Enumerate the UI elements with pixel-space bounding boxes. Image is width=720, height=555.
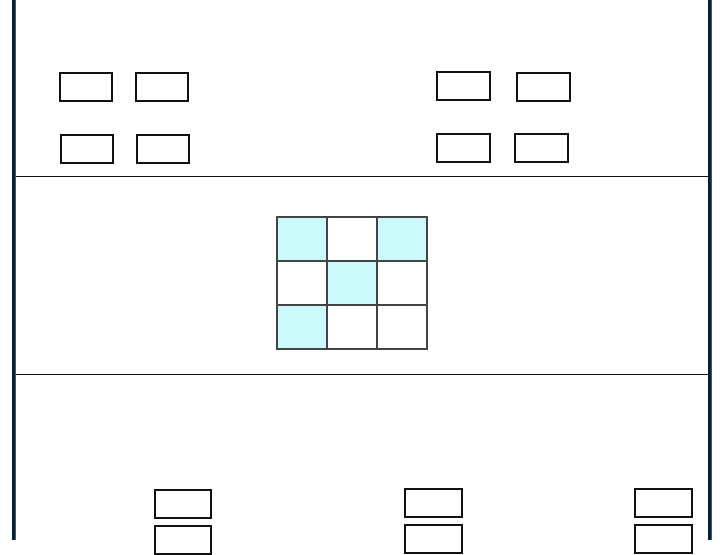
page-border-left (12, 0, 16, 540)
section-divider (16, 374, 708, 375)
item-b-box-2[interactable] (136, 134, 190, 164)
magic-cell-r1c2[interactable] (327, 217, 377, 261)
magic-cell-r3c3[interactable] (377, 305, 427, 349)
magic-cell-r1c3 (377, 217, 427, 261)
magic-cell-r3c2[interactable] (327, 305, 377, 349)
magic-cell-r2c2 (327, 261, 377, 305)
item-a-box-2[interactable] (135, 72, 189, 102)
calc-g-answer-box[interactable] (634, 488, 693, 518)
item-d-box-1[interactable] (436, 133, 491, 163)
item-b-box-1[interactable] (60, 134, 114, 164)
calc-b-answer-box[interactable] (154, 525, 212, 555)
magic-cell-r2c1[interactable] (277, 261, 327, 305)
calc-h-answer-box[interactable] (634, 524, 693, 554)
magic-square (276, 216, 428, 350)
item-a-box-1[interactable] (59, 72, 113, 102)
magic-cell-r2c3[interactable] (377, 261, 427, 305)
section-divider (16, 176, 708, 177)
magic-cell-r1c1 (277, 217, 327, 261)
item-c-box-2[interactable] (516, 72, 571, 102)
item-d-box-2[interactable] (514, 133, 569, 163)
page-border-right (708, 0, 712, 540)
item-c-box-1[interactable] (436, 71, 491, 101)
calc-e-answer-box[interactable] (404, 524, 463, 554)
calc-a-answer-box[interactable] (154, 489, 212, 519)
magic-cell-r3c1 (277, 305, 327, 349)
calc-d-answer-box[interactable] (404, 488, 463, 518)
